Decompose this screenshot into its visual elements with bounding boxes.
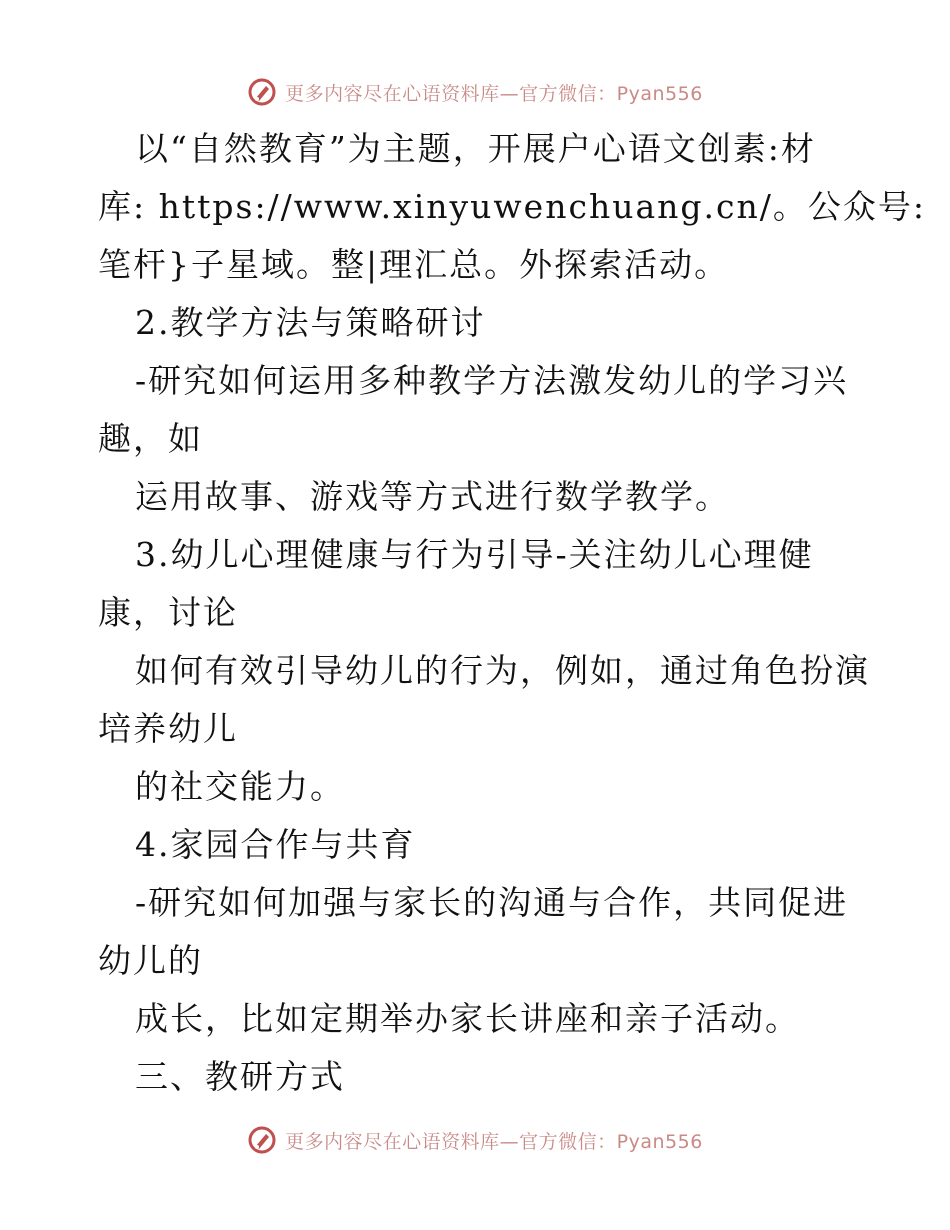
pen-circle-logo-icon: [247, 77, 277, 107]
section-heading: 三、教研方式: [135, 1057, 345, 1096]
paragraph-line: 库: https://www.xinyuwenchuang.cn/。公众号:: [98, 187, 926, 226]
footer-watermark: [0, 1120, 950, 1160]
document-body: [98, 120, 926, 1106]
section-heading: 3.幼儿心理健康与行为引导-关注幼儿心理健: [135, 535, 814, 574]
paragraph-line: 幼儿的: [98, 941, 203, 980]
paragraph-line: 运用故事、游戏等方式进行数学教学。: [135, 477, 730, 516]
paragraph-line: -研究如何加强与家长的沟通与合作，共同促进: [135, 883, 849, 922]
paragraph-line: 培养幼儿: [98, 709, 238, 748]
section-heading: 4.家园合作与共育: [135, 825, 416, 864]
paragraph-line: 趣，如: [98, 419, 203, 458]
paragraph-line: 成长，比如定期举办家长讲座和亲子活动。: [135, 999, 800, 1038]
paragraph-line: -研究如何运用多种教学方法激发幼儿的学习兴: [135, 361, 849, 400]
section-heading: 2.教学方法与策略研讨: [135, 303, 486, 342]
paragraph-line: 如何有效引导幼儿的行为，例如，通过角色扮演: [135, 651, 870, 690]
paragraph-line: 的社交能力。: [135, 767, 345, 806]
paragraph-line: 以“自然教育”为主题，开展户心语文创素:材: [135, 129, 816, 168]
paragraph-line: 笔杆}子星域。整|理汇总。外探索活动。: [98, 245, 730, 284]
header-watermark: [0, 72, 950, 112]
paragraph-line: 康，讨论: [98, 593, 238, 632]
watermark-text: 更多内容尽在心语资料库—官方微信：Pyan556: [285, 82, 703, 105]
watermark-text: 更多内容尽在心语资料库—官方微信：Pyan556: [285, 1130, 703, 1153]
pen-circle-logo-icon: [247, 1125, 277, 1155]
